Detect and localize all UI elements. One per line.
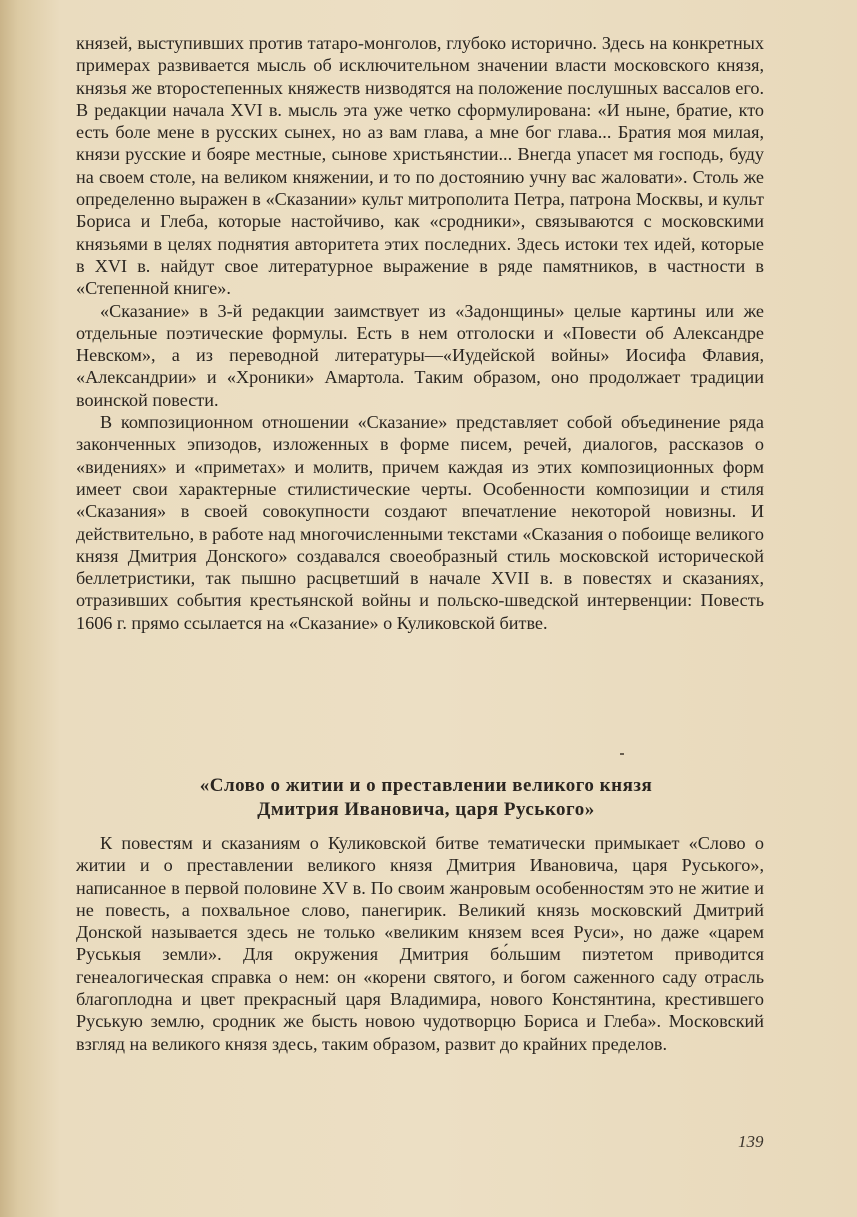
heading-line-2: Дмитрия Ивановича, царя Руського» <box>257 799 595 820</box>
stray-mark <box>620 753 624 755</box>
paragraph-3: В композиционном отношении «Сказание» представляет собой объединение ряда законченных эпизодов, изложенных в форме писем, речей, диалогов, рассказов о «видениях» и «приметах» и молитв, причем каждая из этих композиционных форм имеет свои характерные стилистические черты. Особенности композиции и стиля «Сказания» в своей совокупности создают впечатление некоторой новизны. И действительно, в работе над многочисленными текстами «Сказания о побоище великого князя Дмитрия Донского» создавался своеобразный стиль московской исторической беллетристики, так пышно расцветший в начале XVII в. в повестях и сказаниях, отразивших события крестьянской войны и польско-шведской интервенции: Повесть 1606 г. прямо ссылается на «Сказание» о Куликовской битве. <box>76 412 764 633</box>
page-number: 139 <box>738 1132 764 1151</box>
main-text-bottom <box>76 832 764 1055</box>
main-text-top <box>76 32 764 634</box>
section-heading <box>76 774 776 822</box>
paragraph-4: К повестям и сказаниям о Куликовской битве тематически примыкает «Слово о житии и о преставлении великого князя Дмитрия Ивановича, царя Руського», написанное в первой половине XV в. По своим жанровым особенностям это не житие и не повесть, а похвальное слово, панегирик. Великий князь московский Дмитрий Донской называется здесь не только «великим князем всея Руси», но даже «царем Руськыя земли». Для окружения Дмитрия бо́льшим пиэтетом приводится генеалогическая справка о нем: он «корени святого, и богом саженного саду отрасль благоплодна и цвет прекрасный царя Владимира, нового Констянтина, крестившего Руськую землю, сродник же бысть новою чудотворцю Бориса и Глеба». Московский взгляд на великого князя здесь, таким образом, развит до крайних пределов. <box>76 833 764 1054</box>
paragraph-1: князей, выступивших против татаро-монголов, глубоко исторично. Здесь на конкретных примерах развивается мысль об исключительном значении власти московского князя, князья же второстепенных княжеств низводятся на положение послушных вассалов его. В редакции начала XVI в. мысль эта уже четко сформулирована: «И ныне, братие, кто есть боле мене в русских сынех, но аз вам глава, а мне бог глава... Братия моя милая, князи русские и бояре местные, сынове христьянстии... Внегда упасет мя господь, буду на своем столе, на великом княжении, и то по достоянию учну вас жаловати». Столь же определенно выражен в «Сказании» культ митрополита Петра, патрона Москвы, и культ Бориса и Глеба, которые настойчиво, как «сродники», связываются с московскими князьями в целях поднятия авторитета этих последних. Здесь истоки тех идей, которые в XVI в. найдут свое литературное выражение в ряде памятников, в частности в «Степенной книге». <box>76 33 764 299</box>
paragraph-2: «Сказание» в 3-й редакции заимствует из «Задонщины» целые картины или же отдельные поэтические формулы. Есть в нем отголоски и «Повести об Александре Невском», а из переводной литературы—«Иудейской войны» Иосифа Флавия, «Александрии» и «Хроники» Амартола. Таким образом, оно продолжает традиции воинской повести. <box>76 300 764 410</box>
heading-line-1: «Слово о житии и о преставлении великого князя <box>199 775 653 796</box>
